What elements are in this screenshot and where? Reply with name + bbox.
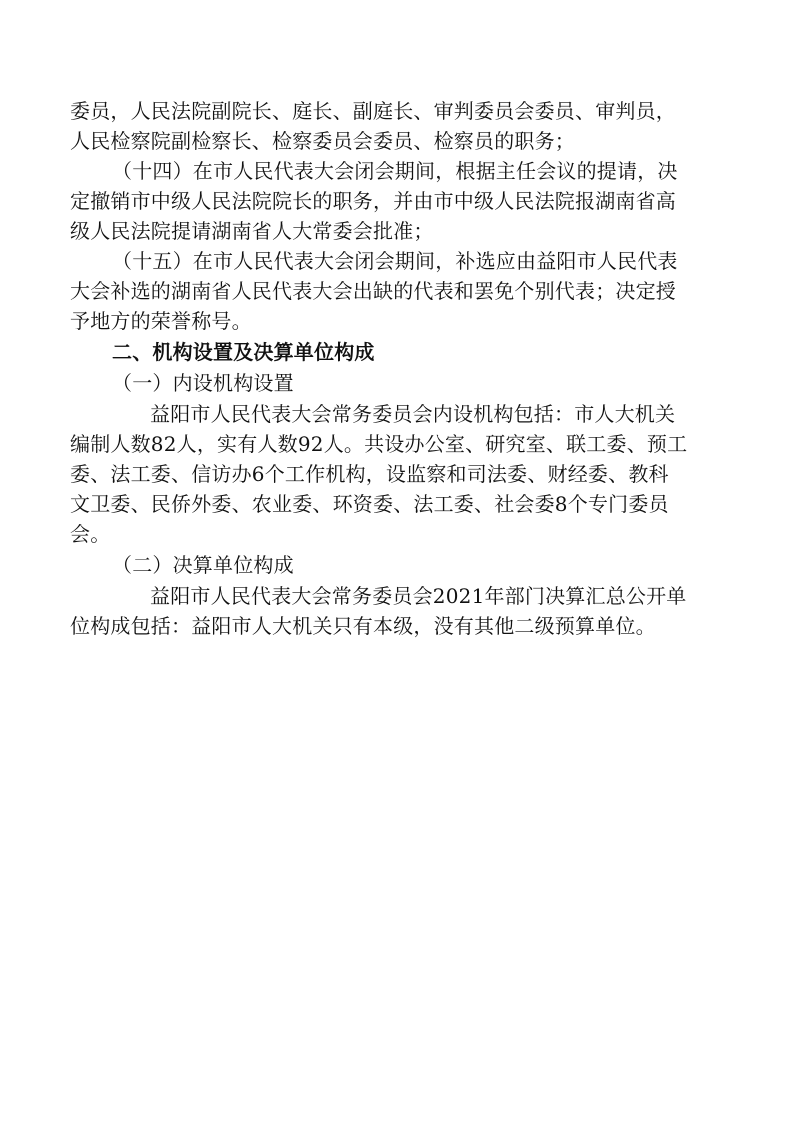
subsection-heading-2: （二）决算单位构成 <box>112 553 294 577</box>
text-line-6: （十五）在市人民代表大会闭会期间，补选应由益阳市人民代表 <box>112 249 678 273</box>
text-line-15: 会。 <box>70 522 111 546</box>
text-line-13: 委、法工委、信访办6个工作机构，设监察和司法委、财经委、教科 <box>70 462 669 486</box>
text-line-5: 级人民法院提请湖南省人大常委会批准； <box>70 219 434 243</box>
section-heading: 二、机构设置及决算单位构成 <box>112 340 375 364</box>
text-line-7: 大会补选的湖南省人民代表大会出缺的代表和罢免个别代表；决定授 <box>70 279 676 303</box>
text-line-12: 编制人数82人，实有人数92人。共设办公室、研究室、联工委、预工 <box>70 432 688 456</box>
text-line-3: （十四）在市人民代表大会闭会期间，根据主任会议的提请，决 <box>112 159 678 183</box>
text-line-11: 益阳市人民代表大会常务委员会内设机构包括：市人大机关 <box>150 402 676 426</box>
text-line-1: 委员，人民法院副院长、庭长、副庭长、审判委员会委员、审判员， <box>70 99 676 123</box>
text-line-18: 位构成包括：益阳市人大机关只有本级，没有其他二级预算单位。 <box>70 614 656 638</box>
text-line-17: 益阳市人民代表大会常务委员会2021年部门决算汇总公开单 <box>150 584 687 608</box>
subsection-heading-1: （一）内设机构设置 <box>112 371 294 395</box>
text-line-14: 文卫委、民侨外委、农业委、环资委、法工委、社会委8个专门委员 <box>70 492 669 516</box>
text-line-8: 予地方的荣誉称号。 <box>70 309 252 333</box>
text-line-4: 定撤销市中级人民法院院长的职务，并由市中级人民法院报湖南省高 <box>70 189 676 213</box>
text-line-2: 人民检察院副检察长、检察委员会委员、检察员的职务； <box>70 129 575 153</box>
